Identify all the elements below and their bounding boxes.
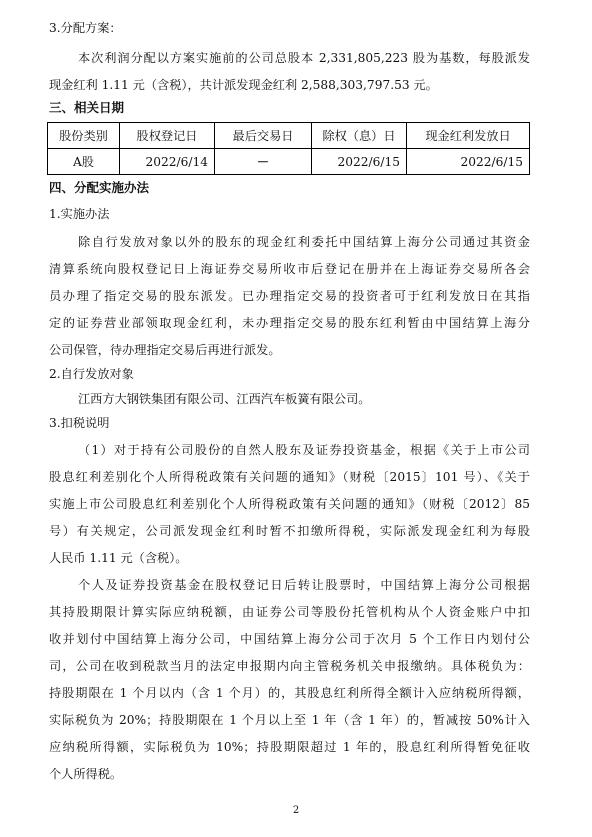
table-cell: 2022/6/15 <box>407 149 530 175</box>
dates-table <box>47 122 530 175</box>
table-cell: A股 <box>48 149 120 175</box>
paragraph-line: 员办理了指定交易的股东派发。已办理指定交易的投资者可于红利发放日在其指 <box>49 289 530 303</box>
paragraph-line: 现金红利 1.11 元（含税），共计派发现金红利 2,588,303,797.53 元。 <box>49 78 438 92</box>
table-header-cell: 最后交易日 <box>215 123 312 149</box>
paragraph-line: 定的证券营业部领取现金红利，未办理指定交易的股东红利暂由中国结算上海分 <box>49 316 530 330</box>
paragraph-line: 江西方大钢铁集团有限公司、江西汽车板簧有限公司。 <box>78 392 371 406</box>
paragraph-line: 号）有关规定，公司派发现金红利时暂不扣缴所得税，实际派发现金红利为每股 <box>49 524 530 538</box>
table-header-cell: 除权（息）日 <box>312 123 407 149</box>
paragraph-line: 实际税负为 20%；持股期限在 1 个月以上至 1 年（含 1 年）的，暂减按 50%计入 <box>49 713 530 727</box>
paragraph-line: 清算系统向股权登记日上海证券交易所收市后登记在册并在上海证券交易所各会 <box>49 262 530 276</box>
paragraph-line: 其持股期限计算实际应纳税额，由证券公司等股份托管机构从个人资金账户中扣 <box>49 605 530 619</box>
paragraph-line: 人民币 1.11 元（含税）。 <box>49 551 188 565</box>
section-heading-implementation: 四、分配实施办法 <box>49 180 150 195</box>
paragraph-line: 持股期限在 1 个月以内（含 1 个月）的，其股息红利所得全额计入应纳税所得额， <box>49 686 530 700</box>
section-3-title: 3.分配方案： <box>49 21 122 35</box>
section-heading-dates: 三、相关日期 <box>49 100 125 115</box>
paragraph-line: 个人所得税。 <box>49 767 123 781</box>
subsection-title: 3.扣税说明 <box>49 416 110 430</box>
paragraph-line: 除自行发放对象以外的股东的现金红利委托中国结算上海分公司通过其资金 <box>78 235 530 249</box>
table-cell: 2022/6/15 <box>312 149 407 175</box>
subsection-title: 1.实施办法 <box>49 207 110 221</box>
paragraph-line: 应纳税所得额，实际税负为 10%；持股期限超过 1 年的，股息红利所得暂免征收 <box>49 740 530 754</box>
table-header-row <box>48 123 530 149</box>
table-header-cell: 股权登记日 <box>120 123 215 149</box>
table-header-cell: 股份类别 <box>48 123 120 149</box>
table-cell: 2022/6/14 <box>120 149 215 175</box>
table-header-cell: 现金红利发放日 <box>407 123 530 149</box>
paragraph-line: 实施上市公司股息红利差别化个人所得税政策有关问题的通知》（财税〔2012〕85 <box>49 497 530 511</box>
paragraph-line: 收并划付中国结算上海分公司，中国结算上海分公司于次月 5 个工作日内划付公 <box>49 632 530 646</box>
paragraph-line: 司，公司在收到税款当月的法定申报期内向主管税务机关申报缴纳。具体税负为： <box>49 659 530 673</box>
table-row <box>48 149 530 175</box>
subsection-title: 2.自行发放对象 <box>49 367 134 381</box>
paragraph-line: 本次利润分配以方案实施前的公司总股本 2,331,805,223 股为基数，每股派发 <box>78 51 530 65</box>
paragraph-line: （1）对于持有公司股份的自然人股东及证券投资基金，根据《关于上市公司 <box>78 443 530 457</box>
paragraph-line: 公司保管，待办理指定交易后再进行派发。 <box>49 343 281 357</box>
table-cell: － <box>215 149 312 175</box>
paragraph-line: 个人及证券投资基金在股权登记日后转让股票时，中国结算上海分公司根据 <box>78 578 530 592</box>
page-number: 2 <box>292 805 300 816</box>
paragraph-line: 股息红利差别化个人所得税政策有关问题的通知》（财税〔2015〕101 号）、《关于 <box>49 470 530 484</box>
